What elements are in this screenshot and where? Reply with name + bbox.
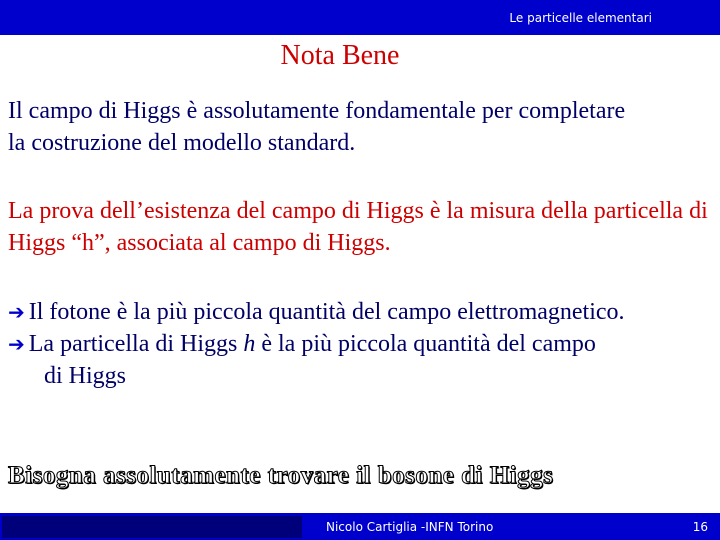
paragraph-higgs-proof: La prova dell’esistenza del campo di Higgs è la misura della particella di Higgs “h”, associata al campo di Higgs. xyxy=(8,198,708,256)
bullet-photon-text: Il fotone è la più piccola quantità del campo elettromagnetico. xyxy=(28,299,625,325)
bullet-higgs-text-before: La particella di Higgs xyxy=(28,331,244,357)
footer-author: Nicolo Cartiglia -INFN Torino xyxy=(326,520,494,534)
paragraph-higgs-field: Il campo di Higgs è assolutamente fondamentale per completare la costruzione del modello standard. xyxy=(8,98,626,156)
footer-left-panel xyxy=(2,516,302,538)
header-bar xyxy=(0,0,720,35)
conclusion-text: Bisogna assolutamente trovare il bosone di Higgs xyxy=(8,462,554,489)
arrow-right-icon: ➔ xyxy=(8,300,25,324)
page-number: 16 xyxy=(692,520,708,534)
bullet-higgs-symbol: h xyxy=(243,331,256,357)
arrow-right-icon: ➔ xyxy=(8,332,25,356)
bullet-higgs-particle xyxy=(8,328,713,392)
bullet-list xyxy=(8,296,713,392)
bullet-higgs-text-after: è la più piccola quantità del campo xyxy=(255,331,596,357)
bullet-photon xyxy=(8,296,713,328)
header-text: Le particelle elementari xyxy=(509,11,652,25)
slide-title: Nota Bene xyxy=(280,40,400,71)
bullet-higgs-continuation: di Higgs xyxy=(44,363,127,389)
footer-bar xyxy=(0,513,720,540)
